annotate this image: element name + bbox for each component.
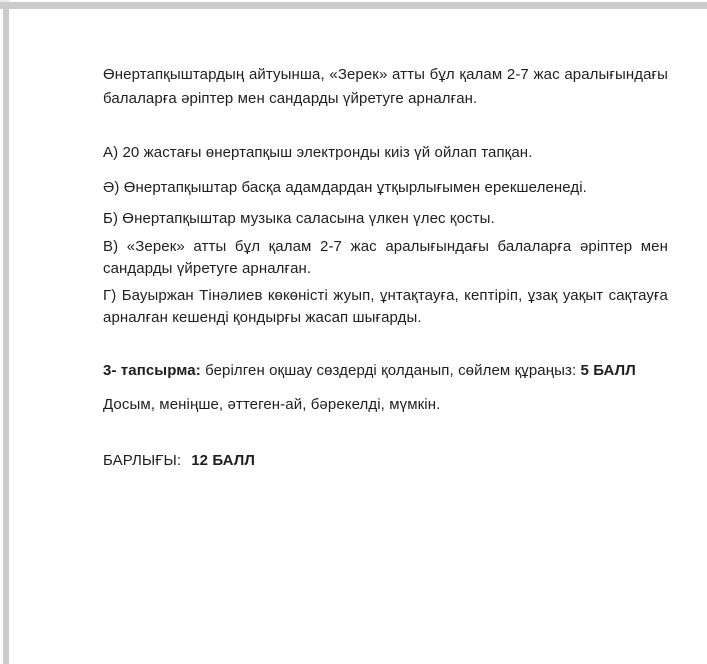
answer-option-b: Б) Өнертапқыштар музыка саласына үлкен үлес қосты. [103,210,495,227]
answer-option-g: Г) Бауыржан Тінәлиев көкөністі жуып, ұнтақтауға, кептіріп, ұзақ уақыт сақтауға арналған кешенді қондырғы жасап шығарды. [103,287,668,326]
isolated-words-line: Досым, меніңше, әттеген-ай, бәрекелді, мүмкін. [103,396,441,413]
total-line [103,450,668,472]
total-points: 12 БАЛЛ [191,452,256,469]
window-left-edge [3,2,9,664]
answer-option-ae: Ә) Өнертапқыштар басқа адамдардан ұтқырлығымен ерекшеленеді. [103,179,587,196]
task-instruction: берілген оқшау сөздерді қолданып, сөйлем құраңыз: [200,362,581,379]
task-label: 3- тапсырма: [103,362,201,379]
document-content [103,63,668,472]
answer-option-a: А) 20 жастағы өнертапқыш электронды киіз үй ойлап тапқан. [103,144,533,161]
task-points: 5 БАЛЛ [580,362,636,379]
answer-option-v: В) «Зерек» атты бұл қалам 2-7 жас аралығындағы балаларға әріптер мен сандарды үйретуге арналған. [103,238,668,277]
intro-paragraph: Өнертапқыштардың айтуынша, «Зерек» атты бұл қалам 2-7 жас аралығындағы балаларға әріптер мен сандарды үйретуге арналған. [103,66,668,107]
task-line [103,360,668,382]
total-label: БАРЛЫҒЫ: [103,452,182,469]
window-top-edge [0,2,707,9]
